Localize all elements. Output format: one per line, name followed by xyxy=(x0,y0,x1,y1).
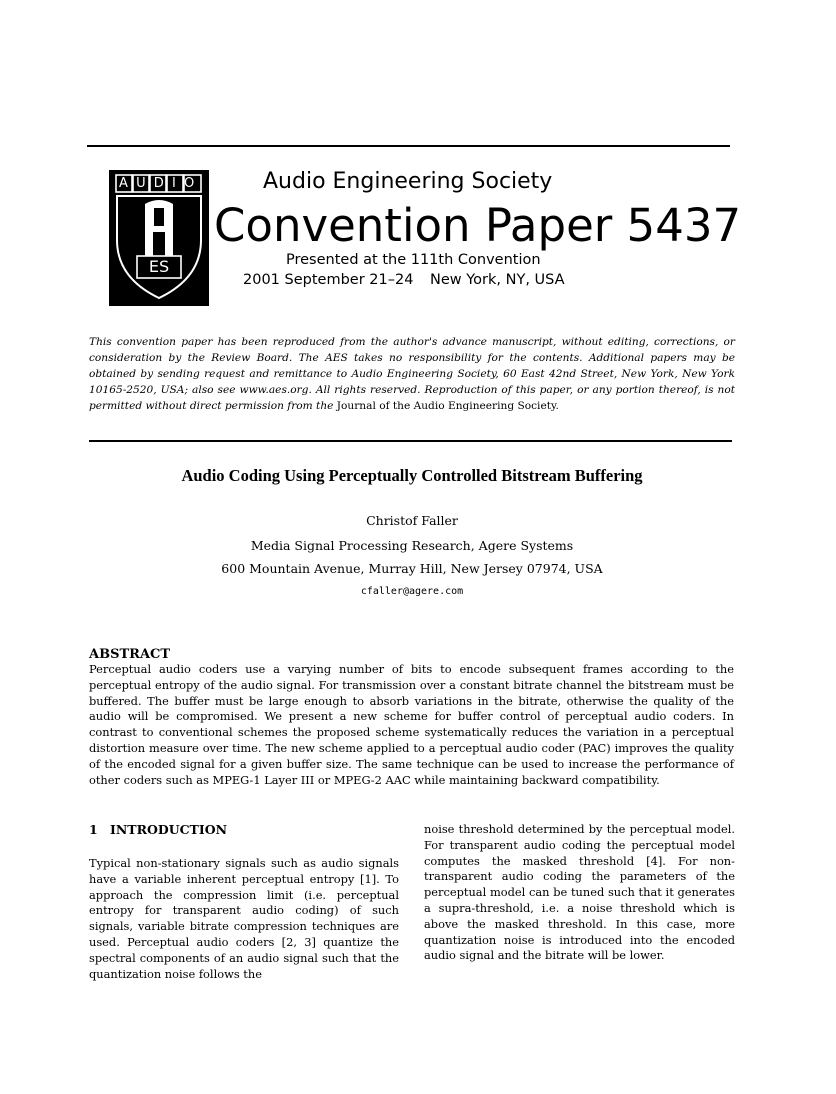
notice-upright-text: Journal of the Audio Engineering Society. xyxy=(336,400,559,412)
convention-date: 2001 September 21–24 xyxy=(243,272,414,288)
abstract-heading: ABSTRACT xyxy=(89,647,171,662)
section-number: 1 xyxy=(89,822,98,837)
paper-title: Audio Coding Using Perceptually Controlled Bitstream Buffering xyxy=(181,466,643,485)
section-heading: INTRODUCTION xyxy=(110,822,228,837)
reproduction-notice xyxy=(89,334,735,414)
author-affiliation: Media Signal Processing Research, Agere Systems xyxy=(250,538,574,553)
intro-left-column: Typical non-stationary signals such as audio signals have a variable inherent perceptual entropy [1]. To approach the compression limit (i.e. perceptual entropy for transparent audio coding) of such signals, variable bitrate compression techniques are used. Perceptual audio coders [2, 3] quantize the spectral components of an audio signal such that the quantization noise follows the xyxy=(89,856,399,981)
notice-italic-text: This convention paper has been reproduced from the author's advance manuscript, without editing, corrections, or consideration by the Review Board. The AES takes no responsibility for the contents. Additional papers may be obtained by sending request and remittance to Audio Engineering Society, 60 East 42nd Street, New York, New York 10165-2520, USA; also see www.aes.org. All rights reserved. Reproduction of this paper, or any portion thereof, is not permitted without direct permission from the xyxy=(89,336,735,412)
header-bottom-rule xyxy=(89,440,732,442)
abstract-text: Perceptual audio coders use a varying number of bits to encode subsequent frames according to the perceptual entropy of the audio signal. For transmission over a constant bitrate channel the bitstream must be buffered. The buffer must be large enough to absorb variations in the bitrate, otherwise the quality of the audio will be compromised. We present a new scheme for buffer control of perceptual audio coders. In contrast to conventional schemes the proposed scheme systematically reduces the variation in a perceptual distortion measure over time. The new scheme applied to a perceptual audio coder (PAC) improves the quality of the encoded signal for a given buffer size. The same technique can be used to increase the performance of other coders such as MPEG-1 Layer III or MPEG-2 AAC while maintaining backward compatibility. xyxy=(89,662,734,787)
convention-location: New York, NY, USA xyxy=(430,272,565,288)
aes-logo xyxy=(109,170,209,306)
logo-letters: AUDIO xyxy=(119,176,203,191)
author-address: 600 Mountain Avenue, Murray Hill, New Jersey 07974, USA xyxy=(221,561,603,576)
logo-es: ES xyxy=(148,257,170,276)
convention-paper-title: Convention Paper 5437 xyxy=(214,199,742,252)
presented-at: Presented at the 111th Convention xyxy=(286,252,541,268)
society-name: Audio Engineering Society xyxy=(263,169,553,194)
author-name: Christof Faller xyxy=(366,513,458,528)
author-email: cfaller@agere.com xyxy=(360,586,464,597)
intro-right-column: noise threshold determined by the perceptual model. For transparent audio coding the perceptual model computes the masked threshold [4]. For non-transparent audio coding the parameters of the perceptual model can be tuned such that it generates a supra-threshold, i.e. a noise threshold which is above the masked threshold. In this case, more quantization noise is introduced into the encoded audio signal and the bitrate will be lower. xyxy=(424,822,735,963)
header-top-rule xyxy=(87,145,730,147)
